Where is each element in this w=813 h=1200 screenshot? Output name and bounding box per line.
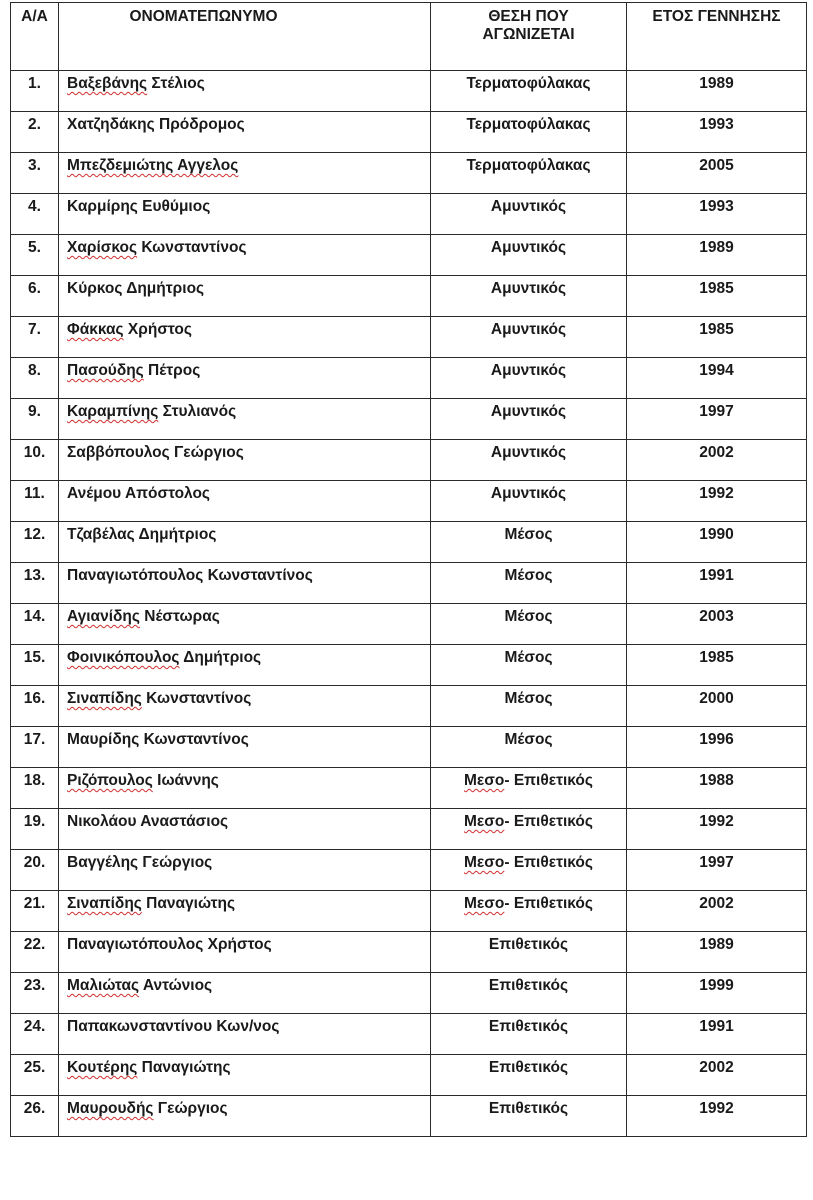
player-name (59, 194, 431, 235)
table-row (11, 399, 807, 440)
row-number: 12. (11, 522, 59, 563)
player-position-label: Αμυντικός (490, 444, 567, 461)
player-name (59, 399, 431, 440)
player-name-rest: Δημήτριος (134, 526, 217, 543)
table-row (11, 973, 807, 1014)
player-name-rest: Ευθύμιος (137, 198, 211, 215)
player-name (59, 645, 431, 686)
player-position-label: Αμυντικός (490, 280, 567, 297)
player-position-label: - Επιθετικός (504, 895, 593, 912)
player-position-prefix: Μεσο (464, 772, 505, 789)
player-position (431, 932, 627, 973)
row-number: 25. (11, 1055, 59, 1096)
player-name-first: Φάκκας (67, 321, 124, 338)
player-position-label: Μέσος (504, 526, 553, 543)
player-name (59, 153, 431, 194)
player-name-first: Μαλιώτας (67, 977, 140, 994)
player-position-label: Επιθετικός (488, 1100, 569, 1117)
player-position (431, 973, 627, 1014)
player-name-rest: Κων/νος (212, 1018, 280, 1035)
player-name-first: Χαρίσκος (67, 239, 138, 256)
player-position (431, 399, 627, 440)
player-name-rest: Κωνσταντίνος (203, 567, 313, 584)
player-name-first: Ανέμου (67, 485, 122, 502)
player-name-rest: Χρήστος (123, 321, 192, 338)
birth-year: 1989 (627, 932, 807, 973)
player-position (431, 809, 627, 850)
player-name-rest: Στυλιανός (158, 403, 237, 420)
table-row (11, 112, 807, 153)
player-name-rest: Γεώργιος (138, 854, 213, 871)
birth-year: 1985 (627, 276, 807, 317)
player-name-rest: Στέλιος (147, 75, 205, 92)
player-name-first: Σαββόπουλος (67, 444, 170, 461)
player-name-first: Κουτέρης (67, 1059, 138, 1076)
table-row (11, 276, 807, 317)
player-name-rest: Αναστάσιος (136, 813, 229, 830)
player-name (59, 604, 431, 645)
birth-year: 1992 (627, 1096, 807, 1137)
table-row (11, 850, 807, 891)
player-name-first: Σιναπίδης (67, 895, 142, 912)
table-row (11, 645, 807, 686)
row-number: 2. (11, 112, 59, 153)
player-position (431, 112, 627, 153)
table-body (11, 71, 807, 1137)
player-position (431, 850, 627, 891)
table-row (11, 727, 807, 768)
player-position (431, 604, 627, 645)
player-position-label: Μέσος (504, 731, 553, 748)
player-position-label: Αμυντικός (490, 362, 567, 379)
birth-year: 1991 (627, 563, 807, 604)
player-name-first: Παναγιωτόπουλος (67, 936, 204, 953)
player-name-rest: Παναγιώτης (137, 1059, 231, 1076)
player-name-rest: Πέτρος (143, 362, 201, 379)
row-number: 3. (11, 153, 59, 194)
player-position (431, 153, 627, 194)
player-name-rest: Κωνσταντίνος (139, 731, 249, 748)
player-position (431, 1014, 627, 1055)
table-row (11, 1096, 807, 1137)
row-number: 9. (11, 399, 59, 440)
row-number: 21. (11, 891, 59, 932)
birth-year: 1993 (627, 112, 807, 153)
player-name-first: Κύρκος (67, 280, 123, 297)
row-number: 7. (11, 317, 59, 358)
row-number: 15. (11, 645, 59, 686)
row-number: 20. (11, 850, 59, 891)
table-header-row (11, 3, 807, 71)
player-name (59, 1014, 431, 1055)
player-position (431, 194, 627, 235)
player-name-first: Καρμίρης (67, 198, 138, 215)
player-name (59, 71, 431, 112)
player-position-label: Αμυντικός (490, 485, 567, 502)
row-number: 10. (11, 440, 59, 481)
player-name-first: Μαυρίδης (67, 731, 140, 748)
row-number: 14. (11, 604, 59, 645)
player-name-first: Νικολάου (67, 813, 137, 830)
player-name-rest: Κωνσταντίνος (141, 690, 252, 707)
player-position (431, 481, 627, 522)
birth-year: 1989 (627, 235, 807, 276)
player-position-label: - Επιθετικός (504, 813, 593, 830)
player-name-rest: Παναγιώτης (141, 895, 236, 912)
player-name (59, 276, 431, 317)
player-name-rest: Χρήστος (203, 936, 272, 953)
player-position-label: - Επιθετικός (504, 854, 593, 871)
header-position-line2: ΑΓΩΝΙΖΕΤΑΙ (482, 26, 575, 43)
table-row (11, 71, 807, 112)
player-name-first: Βαξεβάνης (67, 75, 148, 92)
row-number: 26. (11, 1096, 59, 1137)
player-name-first: Χατζηδάκης (67, 116, 155, 133)
birth-year: 1992 (627, 481, 807, 522)
player-position (431, 522, 627, 563)
row-number: 22. (11, 932, 59, 973)
table-row (11, 809, 807, 850)
player-name (59, 686, 431, 727)
player-name-rest: Νέστωρας (139, 608, 220, 625)
player-position (431, 686, 627, 727)
player-name (59, 891, 431, 932)
table-row (11, 522, 807, 563)
row-number: 5. (11, 235, 59, 276)
player-name-first: Αγιανίδης (67, 608, 140, 625)
player-position-label: Μέσος (504, 649, 553, 666)
player-position (431, 645, 627, 686)
player-name-first: Βαγγέλης (67, 854, 139, 871)
player-position (431, 1055, 627, 1096)
table-row (11, 686, 807, 727)
player-name-first: Τζαβέλας (67, 526, 135, 543)
player-position-label: Αμυντικός (490, 198, 567, 215)
birth-year: 2005 (627, 153, 807, 194)
birth-year: 1991 (627, 1014, 807, 1055)
player-name-first: Καραμπίνης (67, 403, 159, 420)
player-position-label: Μέσος (504, 690, 553, 707)
player-position (431, 768, 627, 809)
player-name-rest: Κωνσταντίνος (137, 239, 247, 256)
player-name-first: Παναγιωτόπουλος (67, 567, 204, 584)
player-name-rest: Δημήτριος (122, 280, 205, 297)
row-number: 8. (11, 358, 59, 399)
table-row (11, 481, 807, 522)
birth-year: 1988 (627, 768, 807, 809)
player-position (431, 1096, 627, 1137)
birth-year: 1996 (627, 727, 807, 768)
row-number: 6. (11, 276, 59, 317)
table-row (11, 1014, 807, 1055)
row-number: 13. (11, 563, 59, 604)
player-name-first: Πασούδης (67, 362, 144, 379)
player-name-rest: Αντώνιος (139, 977, 213, 994)
player-name-rest: Γεώργιος (153, 1100, 228, 1117)
birth-year: 2003 (627, 604, 807, 645)
player-name (59, 809, 431, 850)
player-name (59, 563, 431, 604)
row-number: 23. (11, 973, 59, 1014)
header-name: ΟΝΟΜΑΤΕΠΩΝΥΜΟ (59, 3, 431, 71)
player-name (59, 522, 431, 563)
birth-year: 2000 (627, 686, 807, 727)
table-row (11, 563, 807, 604)
table-row (11, 235, 807, 276)
table-row (11, 440, 807, 481)
player-name (59, 358, 431, 399)
player-position (431, 727, 627, 768)
player-name (59, 727, 431, 768)
player-position-label: Μέσος (504, 567, 553, 584)
table-row (11, 1055, 807, 1096)
player-name (59, 973, 431, 1014)
player-name (59, 440, 431, 481)
player-name (59, 768, 431, 809)
player-position-label: Αμυντικός (490, 403, 567, 420)
player-name-first: Παπακωνσταντίνου (67, 1018, 213, 1035)
player-position-prefix: Μεσο (464, 813, 505, 830)
table-row (11, 604, 807, 645)
player-position (431, 891, 627, 932)
table-row (11, 317, 807, 358)
player-position-label: Τερματοφύλακας (466, 157, 591, 174)
player-name-first: Φοινικόπουλος (67, 649, 180, 666)
row-number: 4. (11, 194, 59, 235)
birth-year: 1993 (627, 194, 807, 235)
table-row (11, 932, 807, 973)
player-position-label: Επιθετικός (488, 1059, 569, 1076)
player-position-label: Επιθετικός (488, 1018, 569, 1035)
player-name-rest: Ιωάννης (152, 772, 219, 789)
row-number: 16. (11, 686, 59, 727)
birth-year: 1997 (627, 850, 807, 891)
header-year: ΕΤΟΣ ΓΕΝΝΗΣΗΣ (627, 3, 807, 71)
birth-year: 1990 (627, 522, 807, 563)
player-name (59, 317, 431, 358)
player-position (431, 440, 627, 481)
birth-year: 2002 (627, 440, 807, 481)
header-position (431, 3, 627, 71)
player-name-rest: Πρόδρομος (154, 116, 245, 133)
player-name (59, 481, 431, 522)
player-name (59, 235, 431, 276)
player-position-label: Επιθετικός (488, 977, 569, 994)
table-row (11, 891, 807, 932)
player-name-rest: Γεώργιος (169, 444, 244, 461)
player-position-prefix: Μεσο (464, 895, 505, 912)
birth-year: 2002 (627, 891, 807, 932)
player-name-first: Σιναπίδης (67, 690, 142, 707)
player-position (431, 317, 627, 358)
player-name (59, 1096, 431, 1137)
player-position (431, 71, 627, 112)
birth-year: 1992 (627, 809, 807, 850)
player-position-label: Επιθετικός (488, 936, 569, 953)
row-number: 11. (11, 481, 59, 522)
birth-year: 1989 (627, 71, 807, 112)
player-name (59, 932, 431, 973)
players-table (10, 2, 807, 1137)
table-row (11, 768, 807, 809)
player-position-prefix: Μεσο (464, 854, 505, 871)
birth-year: 1985 (627, 645, 807, 686)
player-name-rest: Δημήτριος (179, 649, 262, 666)
player-name (59, 112, 431, 153)
row-number: 18. (11, 768, 59, 809)
birth-year: 2002 (627, 1055, 807, 1096)
player-name-first: Μαυρουδής (67, 1100, 154, 1117)
birth-year: 1985 (627, 317, 807, 358)
player-position-label: Τερματοφύλακας (466, 75, 591, 92)
player-position-label: Αμυντικός (490, 239, 567, 256)
player-name (59, 850, 431, 891)
header-position-line1: ΘΕΣΗ ΠΟΥ (488, 8, 569, 25)
table-row (11, 194, 807, 235)
player-position (431, 235, 627, 276)
player-position-label: - Επιθετικός (504, 772, 593, 789)
table-row (11, 358, 807, 399)
birth-year: 1997 (627, 399, 807, 440)
table-row (11, 153, 807, 194)
player-name-first: Μπεζδεμιώτης Αγγελος (67, 157, 239, 174)
player-position (431, 276, 627, 317)
player-position-label: Τερματοφύλακας (466, 116, 591, 133)
row-number: 19. (11, 809, 59, 850)
player-position-label: Αμυντικός (490, 321, 567, 338)
player-position-label: Μέσος (504, 608, 553, 625)
header-aa: Α/Α (11, 3, 59, 71)
row-number: 24. (11, 1014, 59, 1055)
player-name-rest: Απόστολος (121, 485, 210, 502)
player-position (431, 563, 627, 604)
row-number: 1. (11, 71, 59, 112)
player-position (431, 358, 627, 399)
player-name (59, 1055, 431, 1096)
row-number: 17. (11, 727, 59, 768)
birth-year: 1999 (627, 973, 807, 1014)
birth-year: 1994 (627, 358, 807, 399)
player-name-first: Ριζόπουλος (67, 772, 153, 789)
